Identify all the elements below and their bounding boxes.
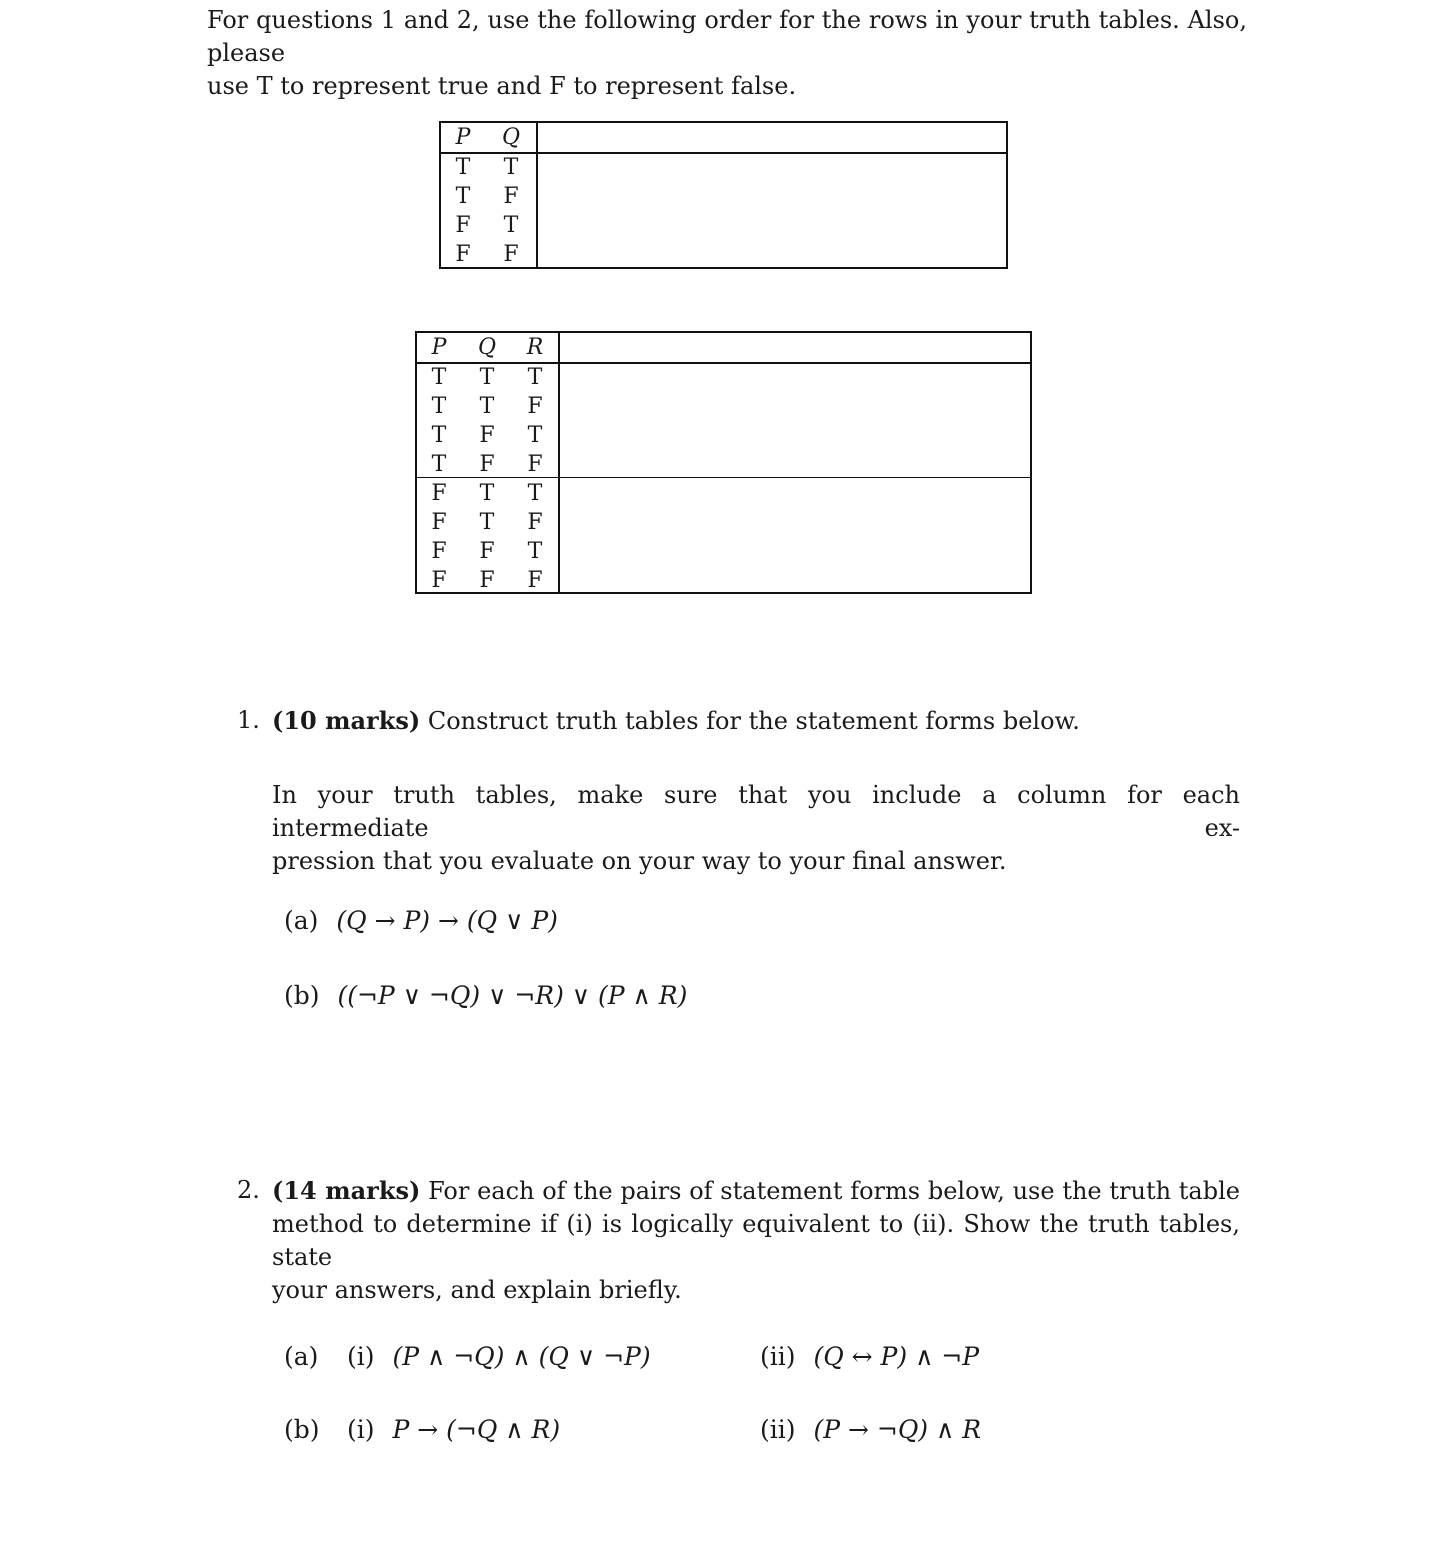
q2-line-1-text: For each of the pairs of statement forms below, use the truth table <box>428 1177 1240 1205</box>
q2-line-2: method to determine if (i) is logically equivalent to (ii). Show the truth tables, state <box>272 1210 1240 1271</box>
q2-line-3: your answers, and explain briefly. <box>272 1276 682 1304</box>
table-cell: T <box>503 155 519 180</box>
table-cell: F <box>431 481 447 506</box>
q2-a-ii-label: (ii) <box>760 1342 796 1371</box>
intro-line-2: use T to represent true and F to represent false. <box>207 72 797 100</box>
table-cell: T <box>455 184 471 209</box>
header-r: R <box>526 335 544 360</box>
q1-part-b <box>284 979 687 1012</box>
q2-b-ii-label: (ii) <box>760 1415 796 1444</box>
q2-b-ii-expression: (P → ¬Q) ∧ R <box>813 1415 982 1444</box>
q1-text: Construct truth tables for the statement forms below. <box>427 707 1080 735</box>
header-q: Q <box>501 125 521 150</box>
table-cell: F <box>431 539 447 564</box>
table-cell: F <box>479 539 495 564</box>
q1-b-expression: ((¬P ∨ ¬Q) ∨ ¬R) ∨ (P ∧ R) <box>337 981 688 1010</box>
q2-b-i-label: (i) <box>347 1415 375 1444</box>
table-cell: T <box>479 394 495 419</box>
q2-a-label: (a) <box>284 1342 319 1371</box>
q1-number: 1. <box>237 706 260 734</box>
table-cell: F <box>479 568 495 593</box>
q2-a-i <box>347 1340 651 1373</box>
table-cell: F <box>479 423 495 448</box>
header-p: P <box>431 335 447 360</box>
q2-line-1 <box>272 1174 1240 1208</box>
q1-marks: (10 marks) <box>272 706 421 735</box>
table-cell: T <box>527 539 543 564</box>
table-cell: T <box>431 394 447 419</box>
table-cell: T <box>527 481 543 506</box>
q2-b-label: (b) <box>284 1415 320 1444</box>
table-cell: F <box>527 568 543 593</box>
table-cell: F <box>479 452 495 477</box>
table-cell: T <box>455 155 471 180</box>
table-cell: T <box>479 510 495 535</box>
table-cell: T <box>527 365 543 390</box>
truth-table-three-variables <box>415 331 1032 594</box>
q1-b-label: (b) <box>284 981 320 1010</box>
q1-a-expression: (Q → P) → (Q ∨ P) <box>336 906 558 935</box>
header-p: P <box>455 125 471 150</box>
table-cell: F <box>503 184 519 209</box>
table-cell: T <box>527 423 543 448</box>
table-cell: F <box>527 452 543 477</box>
table-cell: T <box>431 452 447 477</box>
table-cell: F <box>503 242 519 267</box>
table-cell: T <box>431 365 447 390</box>
intro-paragraph <box>207 4 1247 103</box>
q1-note <box>272 779 1240 878</box>
q2-b-i <box>347 1413 560 1446</box>
q2-a-i-label: (i) <box>347 1342 375 1371</box>
table-cell: F <box>455 213 471 238</box>
table-cell: F <box>455 242 471 267</box>
q1-note-line-1: In your truth tables, make sure that you include a column for each intermediate ex- <box>272 781 1240 842</box>
q2-a-ii-expression: (Q ↔ P) ∧ ¬P <box>813 1342 980 1371</box>
table-cell: F <box>431 510 447 535</box>
truth-table-two-variables <box>439 121 1008 269</box>
q2-number: 2. <box>237 1176 260 1204</box>
q1-prompt <box>272 704 1080 738</box>
q2-prompt <box>272 1174 1240 1307</box>
q2-marks: (14 marks) <box>272 1176 421 1205</box>
intro-line-1: For questions 1 and 2, use the following order for the rows in your truth tables. Also, please <box>207 6 1247 67</box>
table-cell: F <box>431 568 447 593</box>
table-cell: T <box>431 423 447 448</box>
q2-b-i-expression: P → (¬Q ∧ R) <box>392 1415 561 1444</box>
q1-a-label: (a) <box>284 906 319 935</box>
q2-a-ii <box>760 1340 979 1373</box>
header-q: Q <box>477 335 497 360</box>
table-cell: T <box>479 481 495 506</box>
table-cell: T <box>479 365 495 390</box>
table-cell: F <box>527 394 543 419</box>
q2-a-i-expression: (P ∧ ¬Q) ∧ (Q ∨ ¬P) <box>392 1342 651 1371</box>
table-cell: T <box>503 213 519 238</box>
q1-part-a <box>284 904 558 937</box>
table-cell: F <box>527 510 543 535</box>
q2-b-ii <box>760 1413 981 1446</box>
q1-note-line-2: pression that you evaluate on your way to your final answer. <box>272 847 1007 875</box>
